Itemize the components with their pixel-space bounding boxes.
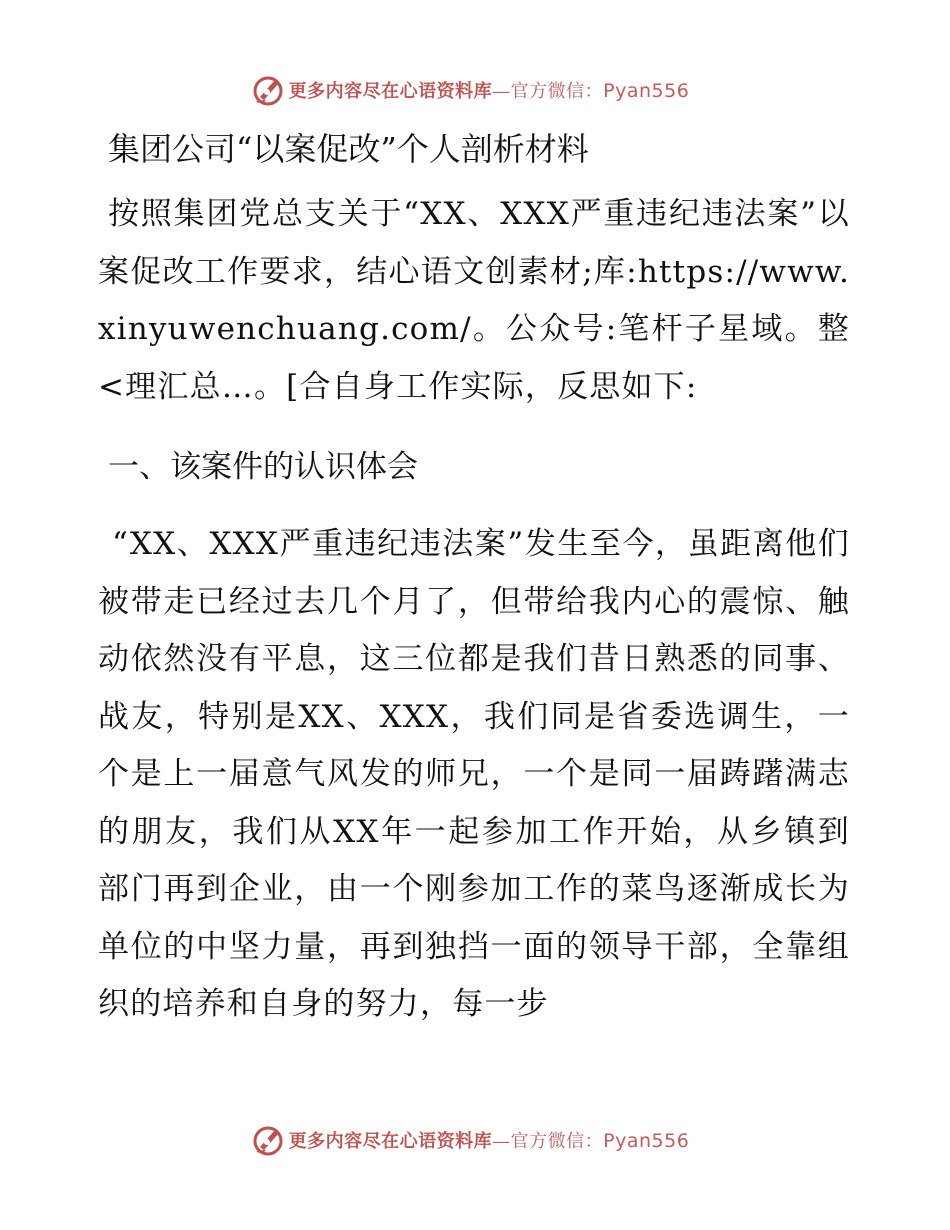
- banner-wechat-id: Pyan556: [603, 1130, 690, 1152]
- header-banner: [0, 70, 950, 110]
- banner-official-label: 官方微信：: [510, 1131, 604, 1152]
- brush-logo-icon: [251, 1123, 285, 1157]
- intro-paragraph: 按照集团党总支关于“XX、XXX严重违纪违法案”以案促改工作要求，结心语文创素材;库:https://www.xinyuwenchuang.com/。公众号:笔杆子星域。整<理汇总…。[合自身工作实际，反思如下:: [98, 196, 850, 405]
- banner-dash: —: [492, 1131, 511, 1152]
- document-content: [98, 120, 850, 1034]
- banner-site-name: 更多内容尽在心语资料库: [288, 81, 493, 102]
- banner-text: [289, 1127, 690, 1153]
- section-heading: 一、该案件的认识体会: [108, 449, 418, 485]
- banner-wechat-id: Pyan556: [603, 80, 690, 102]
- document-title: 集团公司“以案促改”个人剖析材料: [108, 130, 589, 168]
- banner-dash: —: [492, 81, 511, 102]
- footer-banner: [0, 1120, 950, 1160]
- banner-text: [289, 77, 690, 103]
- banner-official-label: 官方微信：: [510, 81, 604, 102]
- banner-site-name: 更多内容尽在心语资料库: [288, 1131, 493, 1152]
- brush-logo-icon: [251, 73, 285, 107]
- body-paragraph: “XX、XXX严重违纪违法案”发生至今，虽距离他们被带走已经过去几个月了，但带给我内心的震惊、触动依然没有平息，这三位都是我们昔日熟悉的同事、战友，特别是XX、XXX，我们同是省委选调生，一个是上一届意气风发的师兄，一个是同一届踌躇满志的朋友，我们从XX年一起参加工作开始，从乡镇到部门再到企业，由一个刚参加工作的菜鸟逐渐成长为单位的中坚力量，再到独挡一面的领导干部，全靠组织的培养和自身的努力，每一步: [98, 526, 850, 1022]
